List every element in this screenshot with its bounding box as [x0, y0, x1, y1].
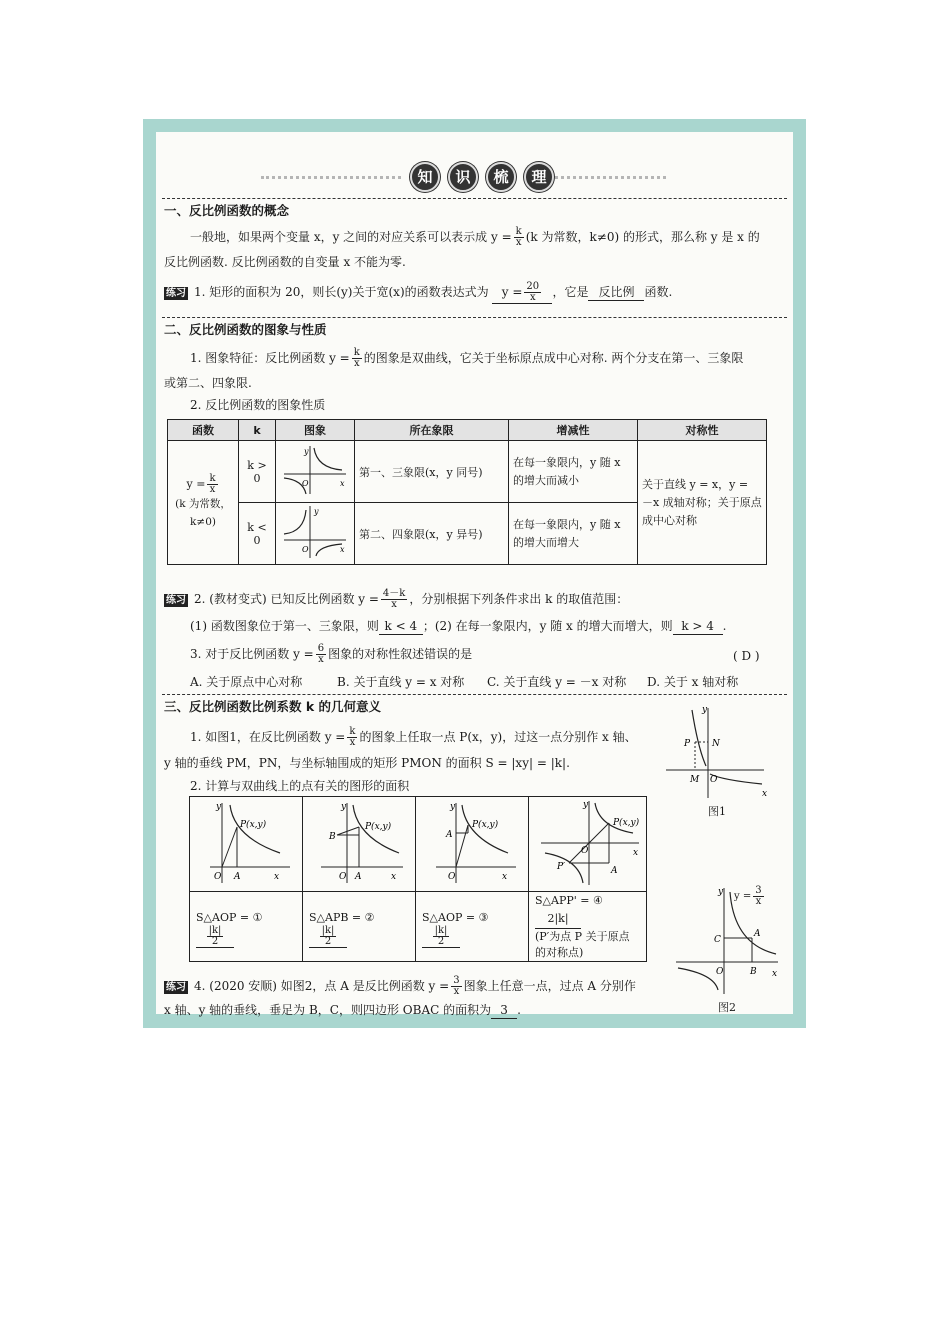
sec2-heading: 二、反比例函数的图象与性质: [164, 322, 327, 337]
sec1-text: 一般地，如果两个变量 x，y 之间的对应关系可以表示成 y = $\frac{k}{x}$ (k 为常数，k≠0) 的形式，那么称 y 是 x 的: [190, 226, 760, 248]
svg-text:x: x: [502, 872, 508, 882]
svg-text:M: M: [690, 775, 700, 785]
sec1-heading: 一、反比例函数的概念: [164, 203, 290, 218]
area-answer-3: S△AOP = ③ $\frac{|k|}{2}$: [416, 892, 529, 962]
exercise-3: 3. 对于反比例函数 y = $\frac{6}{x}$ 图象的对称性叙述错误的是: [190, 643, 473, 665]
sec2-text3: 2. 反比例函数的图象性质: [190, 398, 326, 412]
svg-text:x: x: [772, 969, 778, 979]
sec3-heading: 三、反比例函数比例系数 k 的几何意义: [164, 699, 382, 714]
exercise-1: 练习 1. 矩形的面积为 20，则长(y)关于宽(x)的函数表达式为 y = $\frac{20}{x}$ ，它是 反比例 函数.: [166, 281, 673, 303]
svg-text:P(x,y): P(x,y): [240, 820, 267, 830]
svg-text:y: y: [718, 887, 724, 897]
area-answer-1: S△AOP = ① $\frac{|k|}{2}$: [190, 892, 303, 962]
svg-text:y: y: [314, 507, 319, 516]
figure-2-label: y = $\frac{3}{x}$: [734, 885, 762, 907]
title-char: 知: [410, 162, 440, 192]
figure-1: [662, 702, 772, 820]
title-char: 梳: [486, 162, 516, 192]
area-answer-4: S△APP' = ④2|k| (P′为点 P 关于原点的对称点): [529, 892, 647, 962]
exercise-2-parts: (1) 函数图象位于第一、三象限，则 k < 4 ；(2) 在每一象限内，y 随 x 的增大而增大，则 k > 4 .: [190, 619, 727, 633]
th-graph: 图象: [276, 420, 355, 441]
svg-text:y: y: [304, 447, 309, 456]
svg-text:y: y: [216, 802, 222, 812]
svg-text:B: B: [329, 832, 336, 842]
cell-func: y = $\frac{k}{x}$ (k 为常数，k≠0): [168, 441, 239, 565]
title-char: 识: [448, 162, 478, 192]
svg-text:x: x: [391, 872, 397, 882]
cell-symmetry: 关于直线 y = x，y = －x 成轴对称；关于原点成中心对称: [638, 441, 767, 565]
area-answer-2: S△APB = ② $\frac{|k|}{2}$: [303, 892, 416, 962]
option-c: C. 关于直线 y = －x 对称: [487, 675, 627, 689]
th-func: 函数: [168, 420, 239, 441]
option-b: B. 关于直线 y = x 对称: [337, 675, 465, 689]
svg-text:O: O: [716, 967, 724, 977]
svg-text:A: A: [355, 872, 362, 882]
cell-trend: 在每一象限内，y 随 x 的增大而减小: [509, 441, 638, 503]
area-graph-2: [303, 797, 416, 892]
divider: [162, 317, 787, 318]
svg-text:x: x: [633, 848, 639, 858]
exercise-4: 练习 4. (2020 安顺) 如图2，点 A 是反比例函数 y = $\frac{3}{x}$ 图象上任意一点，过点 A 分别作: [166, 975, 636, 997]
option-d: D. 关于 x 轴对称: [647, 675, 739, 689]
cell-k: k > 0: [239, 441, 276, 503]
scan-frame: [143, 119, 806, 1028]
svg-text:y: y: [450, 802, 456, 812]
svg-text:N: N: [712, 739, 720, 749]
exercise-tag: 练习: [166, 288, 186, 299]
exercise-4-line2: x 轴、y 轴的垂线，垂足为 B，C，则四边形 OBAC 的面积为 3 .: [164, 1003, 521, 1017]
property-table: [167, 419, 767, 565]
svg-text:A: A: [446, 830, 453, 840]
svg-text:P(x,y): P(x,y): [613, 818, 640, 828]
svg-text:A: A: [754, 929, 761, 939]
option-a: A. 关于原点中心对称: [190, 675, 303, 689]
svg-text:O: O: [339, 872, 347, 882]
svg-text:y: y: [341, 802, 347, 812]
svg-text:O: O: [302, 545, 309, 554]
sec2-text: 1. 图象特征：反比例函数 y = $\frac{k}{x}$ 的图象是双曲线，它关于坐标原点成中心对称. 两个分支在第一、三象限: [190, 347, 744, 369]
figure-1-caption: 图1: [708, 805, 726, 818]
svg-text:C: C: [714, 935, 721, 945]
th-k: k: [239, 420, 276, 441]
cell-k: k < 0: [239, 503, 276, 565]
svg-text:x: x: [340, 545, 345, 554]
svg-text:B: B: [750, 967, 757, 977]
exercise-3-answer: ( D ): [733, 649, 760, 663]
svg-text:O: O: [302, 479, 309, 488]
area-table: [189, 796, 647, 962]
sec1-text2: 反比例函数. 反比例函数的自变量 x 不能为零.: [164, 255, 406, 269]
divider: [162, 198, 787, 199]
sec3-text3: 2. 计算与双曲线上的点有关的图形的面积: [190, 779, 410, 793]
section-title: [406, 162, 558, 192]
figure-2: [672, 884, 782, 1016]
divider: [162, 694, 787, 695]
cell-quadrant: 第二、四象限(x，y 异号): [355, 503, 509, 565]
th-quadrant: 所在象限: [355, 420, 509, 441]
sec3-text2: y 轴的垂线 PM，PN，与坐标轴围成的矩形 PMON 的面积 S = |xy| = |k|.: [164, 756, 570, 770]
svg-text:y: y: [583, 800, 589, 810]
svg-text:P(x,y): P(x,y): [365, 822, 392, 832]
th-trend: 增减性: [509, 420, 638, 441]
svg-text:P: P: [684, 739, 691, 749]
graph-kpos: [276, 441, 355, 503]
svg-text:y: y: [702, 705, 708, 715]
sec2-text2: 或第二、四象限.: [164, 376, 252, 390]
th-symmetry: 对称性: [638, 420, 767, 441]
area-graph-3: [416, 797, 529, 892]
svg-text:O: O: [710, 775, 718, 785]
svg-text:O: O: [214, 872, 222, 882]
svg-text:A: A: [611, 866, 618, 876]
graph-kneg: [276, 503, 355, 565]
exercise-2: 练习 2. (教材变式) 已知反比例函数 y = $\frac{4-k}{x}$ ，分别根据下列条件求出 k 的取值范围：: [166, 588, 629, 610]
cell-trend: 在每一象限内，y 随 x 的增大而增大: [509, 503, 638, 565]
exercise-tag: 练习: [166, 595, 186, 606]
cell-quadrant: 第一、三象限(x，y 同号): [355, 441, 509, 503]
area-graph-4: [529, 797, 647, 892]
svg-text:O: O: [448, 872, 456, 882]
svg-text:P(x,y): P(x,y): [472, 820, 499, 830]
svg-text:x: x: [274, 872, 280, 882]
sec3-text: 1. 如图1，在反比例函数 y = $\frac{k}{x}$ 的图象上任取一点 P(x，y)，过这一点分别作 x 轴、: [190, 726, 637, 748]
svg-text:A: A: [234, 872, 241, 882]
area-graph-1: [190, 797, 303, 892]
header-dots-left: [261, 176, 401, 179]
svg-text:O: O: [581, 846, 589, 856]
svg-text:x: x: [340, 479, 345, 488]
svg-text:P′: P′: [557, 862, 566, 872]
svg-text:x: x: [762, 789, 768, 799]
figure-2-caption: 图2: [718, 1001, 736, 1014]
exercise-tag: 练习: [166, 982, 186, 993]
title-char: 理: [524, 162, 554, 192]
page: [156, 132, 793, 1017]
